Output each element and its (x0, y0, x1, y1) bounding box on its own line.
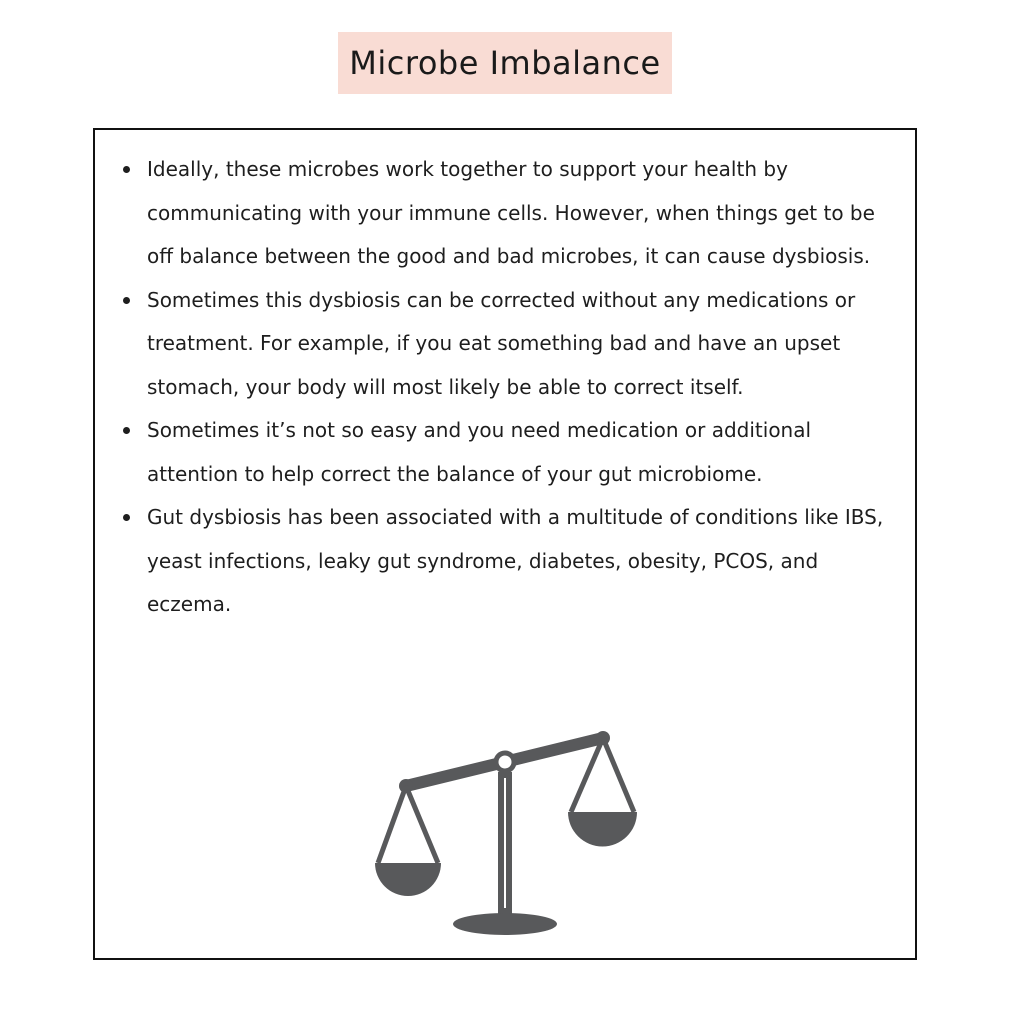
list-item (117, 409, 892, 496)
content-panel (93, 128, 917, 960)
title-banner (338, 32, 672, 94)
bullet-text: Gut dysbiosis has been associated with a multitude of conditions like IBS, yeast infections, leaky gut syndrome, diabetes, obesity, PCOS, and eczema. (147, 505, 884, 616)
bullet-text: Sometimes it’s not so easy and you need medication or additional attention to help correct the balance of your gut microbiome. (147, 418, 812, 486)
bullet-text: Ideally, these microbes work together to support your health by communicating with your immune cells. However, when things get to be off balance between the good and bad microbes, it can cause dysbiosis. (147, 157, 875, 268)
bullet-list (117, 148, 892, 627)
page-title: Microbe Imbalance (349, 44, 661, 82)
unbalanced-scale-icon (371, 726, 641, 938)
bullet-icon (123, 427, 130, 434)
scale-illustration (371, 726, 641, 938)
bullet-icon (123, 166, 130, 173)
bullet-icon (123, 297, 130, 304)
list-item (117, 279, 892, 410)
bullet-text: Sometimes this dysbiosis can be corrected without any medications or treatment. For example, if you eat something bad and have an upset stomach, your body will most likely be able to correct itself. (147, 287, 856, 399)
list-item (117, 496, 892, 627)
bullet-icon (123, 514, 130, 521)
list-item (117, 148, 892, 279)
